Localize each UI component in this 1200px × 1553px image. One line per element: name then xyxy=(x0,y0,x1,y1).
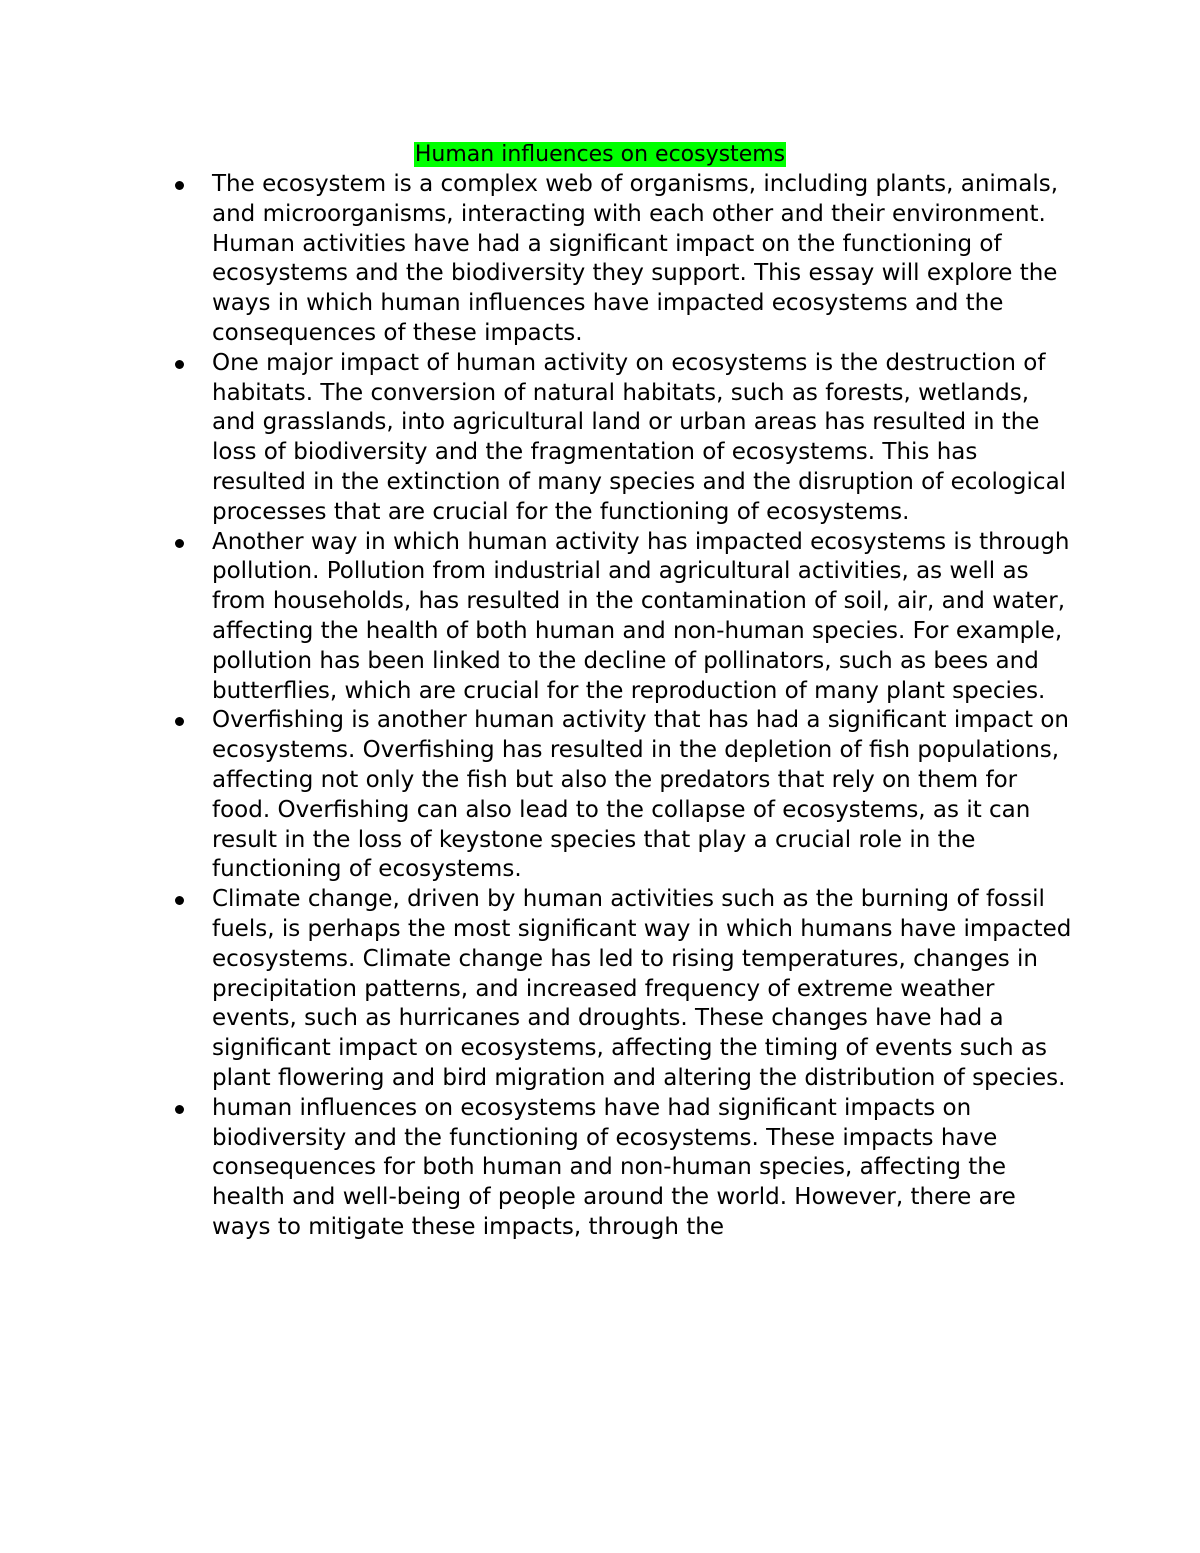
bullet-list xyxy=(212,170,1072,1243)
list-item xyxy=(212,349,1072,528)
list-item xyxy=(212,885,1072,1094)
list-item-text: Overfishing is another human activity that has had a significant impact on ecosystems. Overfishing has resulted in the depletion of fish populations, affecting not only the fish but also the predators that rely on them for food. Overfishing can also lead to the collapse of ecosystems, as it can result in the loss of keystone species that play a crucial role in the functioning of ecosystems. xyxy=(212,707,1069,883)
bullet-icon xyxy=(175,360,184,369)
list-item-text: One major impact of human activity on ecosystems is the destruction of habitats. The conversion of natural habitats, such as forests, wetlands, and grasslands, into agricultural land or urban areas has resulted in the loss of biodiversity and the fragmentation of ecosystems. This has resulted in the extinction of many species and the disruption of ecological processes that are crucial for the functioning of ecosystems. xyxy=(212,349,1067,525)
document-title: Human influences on ecosystems xyxy=(414,142,786,167)
list-item xyxy=(212,706,1072,885)
list-item-text: The ecosystem is a complex web of organisms, including plants, animals, and microorganisms, interacting with each other and their environment. Human activities have had a significant impact on the functioning of ecosystems and the biodiversity they support. This essay will explore the ways in which human influences have impacted ecosystems and the consequences of these impacts. xyxy=(212,171,1059,346)
list-item-text: Another way in which human activity has impacted ecosystems is through pollution. Pollution from industrial and agricultural activities, as well as from households, has resulted in the contamination of soil, air, and water, affecting the health of both human and non-human species. For example, pollution has been linked to the decline of pollinators, such as bees and butterflies, which are crucial for the reproduction of many plant species. xyxy=(212,528,1070,704)
list-item xyxy=(212,170,1072,349)
title-line xyxy=(0,140,1200,170)
bullet-icon xyxy=(175,539,184,548)
list-item xyxy=(212,1094,1072,1243)
bullet-icon xyxy=(175,717,184,726)
list-item-text: human influences on ecosystems have had significant impacts on biodiversity and the functioning of ecosystems. These impacts have consequences for both human and non-human species, affecting the health and well-being of people around the world. However, there are ways to mitigate these impacts, through the xyxy=(212,1094,1016,1240)
list-item xyxy=(212,528,1072,707)
list-item-text: Climate change, driven by human activities such as the burning of fossil fuels, is perhaps the most significant way in which humans have impacted ecosystems. Climate change has led to rising temperatures, changes in precipitation patterns, and increased frequency of extreme weather events, such as hurricanes and droughts. These changes have had a significant impact on ecosystems, affecting the timing of events such as plant flowering and bird migration and altering the distribution of species. xyxy=(212,886,1072,1091)
bullet-icon xyxy=(175,896,184,905)
bullet-icon xyxy=(175,181,184,190)
bullet-icon xyxy=(175,1105,184,1114)
